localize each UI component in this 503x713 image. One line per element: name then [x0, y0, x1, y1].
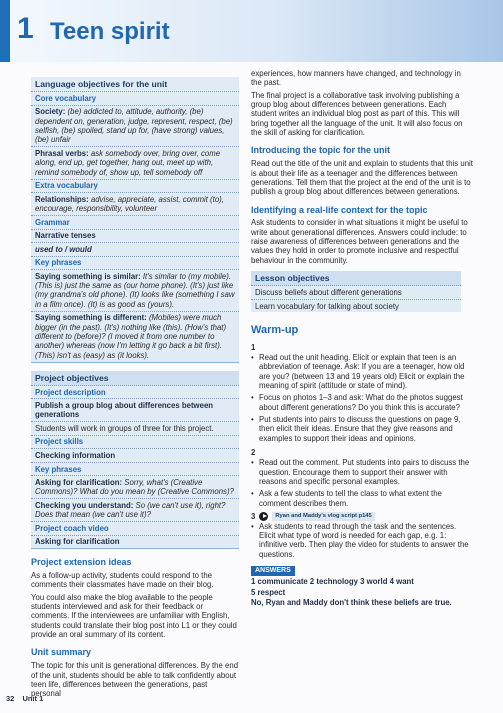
society-label: Society:	[35, 107, 66, 117]
lesson-objective-item: Discuss beliefs about different generations	[251, 286, 461, 300]
extension-paragraph-2: You could also make the blog available to the people students interviewed and ask for their feedback or comments. If the interviewees are unfamiliar with English, students could translate their blog post into L1 or they could provide an oral summary of its content.	[31, 592, 237, 640]
language-objectives-heading: Language objectives for the unit	[31, 77, 239, 92]
project-coach-video-text: Asking for clarification	[35, 537, 120, 547]
list-item: • Focus on photos 1–3 and ask: What do the photos suggest about different generations? Do you think this is accurate?	[251, 393, 473, 412]
understand-row	[31, 499, 239, 522]
understand-text: So (we can't use it), right? Does that mean (we can't use it)?	[35, 500, 226, 520]
project-coach-video-label: Project coach video	[31, 522, 239, 536]
different-label: Saying something is different:	[35, 313, 147, 323]
answers-badge: ANSWERS	[251, 566, 295, 576]
page-footer	[6, 694, 43, 703]
step-1-list	[251, 353, 473, 443]
list-item: • Ask students to read through the task and the sentences. Elicit what type of word is needed for each gap, e.g. 1: infinitive verb. Then play the video for students to answer the questions.	[251, 522, 473, 559]
lesson-objectives-box	[251, 271, 461, 312]
phrasal-verbs-row	[31, 147, 239, 179]
list-item: • Read out the unit heading. Elicit or explain that teen is an abbreviation of teenage. Ask: If you are a teenager, how old are you? (between 13 and 19 years old) Elicit or explain the meaning of spirit (attitude or state of mind).	[251, 353, 473, 390]
warmup-heading: Warm-up	[251, 324, 299, 337]
page-number: 32	[6, 694, 15, 703]
similar-text: It's similar to (my mobile). (This is) just the same as (our home phone). (It's) just like (my grandma's old phone). (It) looks like (something I saw in a film once). (It) is as good as (yours).	[35, 271, 235, 309]
lesson-objectives-heading: Lesson objectives	[251, 271, 461, 286]
context-heading: Identifying a real-life context for the topic	[251, 204, 428, 215]
project-description-text: Students will work in groups of three for this project.	[31, 422, 239, 436]
extension-paragraph-1: As a follow-up activity, students could respond to the comments their classmates have made on their blog.	[31, 571, 214, 590]
unit-summary-heading: Unit summary	[31, 647, 92, 658]
unit-banner	[0, 0, 503, 62]
final-project-paragraph: The final project is a collaborative task involving publishing a group blog about differences between generations. Each student writes an individual blog post as part of this. This will bring together all the language of the unit. It will also focus on the skill of asking for clarification.	[251, 90, 463, 138]
grammar-narrative-tenses: Narrative tenses	[31, 230, 239, 244]
step-number: 1	[251, 342, 256, 352]
similar-row	[31, 270, 239, 312]
project-description-label: Project description	[31, 386, 239, 400]
relationships-label: Relationships:	[35, 194, 89, 204]
project-description-bold: Publish a group blog about differences between generations	[31, 399, 239, 422]
clarification-label: Asking for clarification:	[35, 478, 123, 488]
grammar-used-to: used to / would	[31, 243, 239, 257]
different-text: (Mobiles) were much bigger (in the past). (It's) nothing like (this). (How's that) different to (before)? (I moved it from one number to another) whereas (now I'm letting it go back a bit first). (This) isn't as (easy) as (it looks).	[35, 313, 227, 360]
left-column	[31, 77, 239, 702]
relationships-row	[31, 193, 239, 216]
project-objectives-box	[31, 371, 239, 550]
project-skill-item: Checking information	[31, 449, 239, 463]
intro-topic-heading: Introducing the topic for the unit	[251, 145, 390, 156]
society-text: (be) addicted to, attitude, authority, (be) dependent on, generation, judge, represent, respect, (be) selfish, (be) spoiled, stand up for, (have strong) values, (be) unfair	[35, 107, 233, 145]
relationships-text: advise, appreciate, assist, commit (to), encourage, responsibility, volunteer	[35, 194, 224, 214]
step-3-header	[251, 512, 473, 521]
extension-heading: Project extension ideas	[31, 557, 132, 568]
phrasal-verbs-label: Phrasal verbs:	[35, 149, 89, 158]
video-script-tag: Ryan and Maddy's vlog script p145	[272, 512, 374, 521]
summary-continued: experiences, how manners have changed, and technology in the past.	[251, 69, 461, 88]
footer-unit-label: Unit 1	[22, 694, 44, 703]
play-video-icon[interactable]	[259, 512, 268, 521]
project-key-phrases-label: Key phrases	[31, 463, 239, 477]
core-vocabulary-label: Core vocabulary	[31, 92, 239, 106]
understand-label: Checking you understand:	[35, 500, 134, 510]
lesson-objective-item: Learn vocabulary for talking about society	[255, 301, 399, 311]
banner-accent-bar	[0, 0, 10, 62]
list-item: • Put students into pairs to discuss the questions on page 9, then elicit their ideas. Ensure that they give reasons and examples to support their ideas and opinions.	[251, 415, 473, 443]
different-row	[31, 312, 239, 362]
society-row	[31, 106, 239, 148]
right-column	[251, 69, 473, 607]
clarification-text: Sorry, what's (Creative Commons)? What do you mean by (Creative Commons)?	[35, 478, 234, 497]
list-item: • Ask a few students to tell the class to what extent the comment describes them.	[251, 489, 473, 508]
answers-line: 1 communicate 2 technology 3 world 4 want	[251, 577, 414, 587]
key-phrases-label: Key phrases	[31, 257, 239, 271]
answers-line: No, Ryan and Maddy don't think these beliefs are true.	[251, 597, 452, 607]
context-paragraph: Ask students to consider in what situations it might be useful to write about generational differences. Answers could include: to raise awareness of differences between generations and the values they hold in order to promote inclusive and respectful behaviour in the community.	[251, 218, 468, 265]
unit-number: 1	[17, 12, 34, 45]
extra-vocabulary-label: Extra vocabulary	[31, 180, 239, 194]
project-objectives-heading: Project objectives	[31, 371, 239, 386]
list-item: • Read out the comment. Put students into pairs to discuss the question. Encourage them to support their answer with reasons and specific personal examples.	[251, 458, 473, 486]
step-3-list	[251, 522, 473, 559]
project-skills-label: Project skills	[31, 436, 239, 450]
step-2-list	[251, 458, 473, 508]
step-number: 2	[251, 448, 256, 458]
intro-topic-paragraph: Read out the title of the unit and explain to students that this unit is about their life as a teenager and the differences between generations. Tell them that the project at the end of the unit is to publish a group blog about differences between generations.	[251, 159, 473, 197]
unit-summary-paragraph: The topic for this unit is generational differences. By the end of the unit, students should be able to talk confidently about teen life, differences between the generations, past personal	[31, 661, 239, 699]
similar-label: Saying something is similar:	[35, 271, 141, 281]
clarification-row	[31, 476, 239, 499]
phrasal-verbs-text: ask somebody over, bring over, come along, end up, get together, hang out, meet up with, remind somebody of, show up, tell somebody off	[35, 149, 221, 177]
grammar-label: Grammar	[31, 216, 239, 230]
unit-title: Teen spirit	[50, 18, 170, 45]
step-number: 3	[251, 512, 256, 522]
language-objectives-box	[31, 77, 239, 363]
answers-line: 5 respect	[251, 587, 286, 597]
